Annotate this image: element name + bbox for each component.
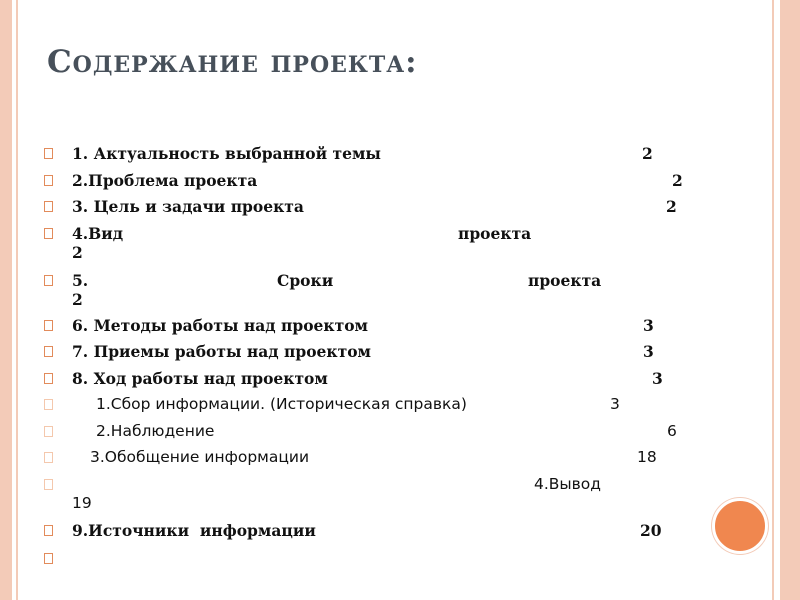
toc-item-9: 9.Источники информации [72,521,316,540]
toc-item-1: 1. Актуальность выбранной темы [72,144,381,163]
toc-item-4-word: проекта [458,224,532,243]
toc-subitem-4: 4.Вывод [534,475,601,493]
right-border-line [772,0,774,600]
decorative-circle [712,498,768,554]
left-border-band [0,0,12,600]
bullet-icon [44,275,53,286]
sub-bullet-icon [44,452,53,463]
toc-subitem-3: 3.Обобщение информации [90,448,310,466]
toc-page-6: 3 [643,316,654,335]
toc-item-2: 2.Проблема проекта [72,171,258,190]
toc-item-7: 7. Приемы работы над проектом [72,342,372,361]
bullet-icon [44,320,53,331]
toc-subitem-2: 2.Наблюдение [96,422,215,440]
toc-item-6: 6. Методы работы над проектом [72,316,368,335]
toc-page-9: 20 [640,521,662,540]
toc-page-3: 2 [666,197,677,216]
toc-item-5-word: Сроки [277,271,334,290]
toc-page-5: 2 [72,290,83,309]
toc-item-8: 8. Ход работы над проектом [72,369,328,388]
bullet-icon [44,553,53,564]
bullet-icon [44,201,53,212]
sub-bullet-icon [44,426,53,437]
sub-bullet-icon [44,479,53,490]
toc-item-5: 5. [72,271,89,290]
toc-page-2: 2 [672,171,683,190]
bullet-icon [44,175,53,186]
toc-item-3: 3. Цель и задачи проекта [72,197,304,216]
bullet-icon [44,148,53,159]
toc-subpage-4: 19 [72,494,92,512]
toc-item-5-word2: проекта [528,271,602,290]
toc-subpage-3: 18 [637,448,657,466]
toc-page-8: 3 [652,369,663,388]
left-border-line [16,0,18,600]
bullet-icon [44,346,53,357]
toc-page-4: 2 [72,243,83,262]
bullet-icon [44,228,53,239]
toc-item-4: 4.Вид [72,224,124,243]
toc-page-1: 2 [642,144,653,163]
sub-bullet-icon [44,399,53,410]
bullet-icon [44,525,53,536]
toc-subitem-1: 1.Сбор информации. (Историческая справка) [96,395,467,413]
bullet-icon [44,373,53,384]
toc-subpage-2: 6 [667,422,677,440]
right-border-band [780,0,800,600]
toc-page-7: 3 [643,342,654,361]
slide-title: Содержание проекта: [47,44,418,80]
toc-subpage-1: 3 [610,395,620,413]
